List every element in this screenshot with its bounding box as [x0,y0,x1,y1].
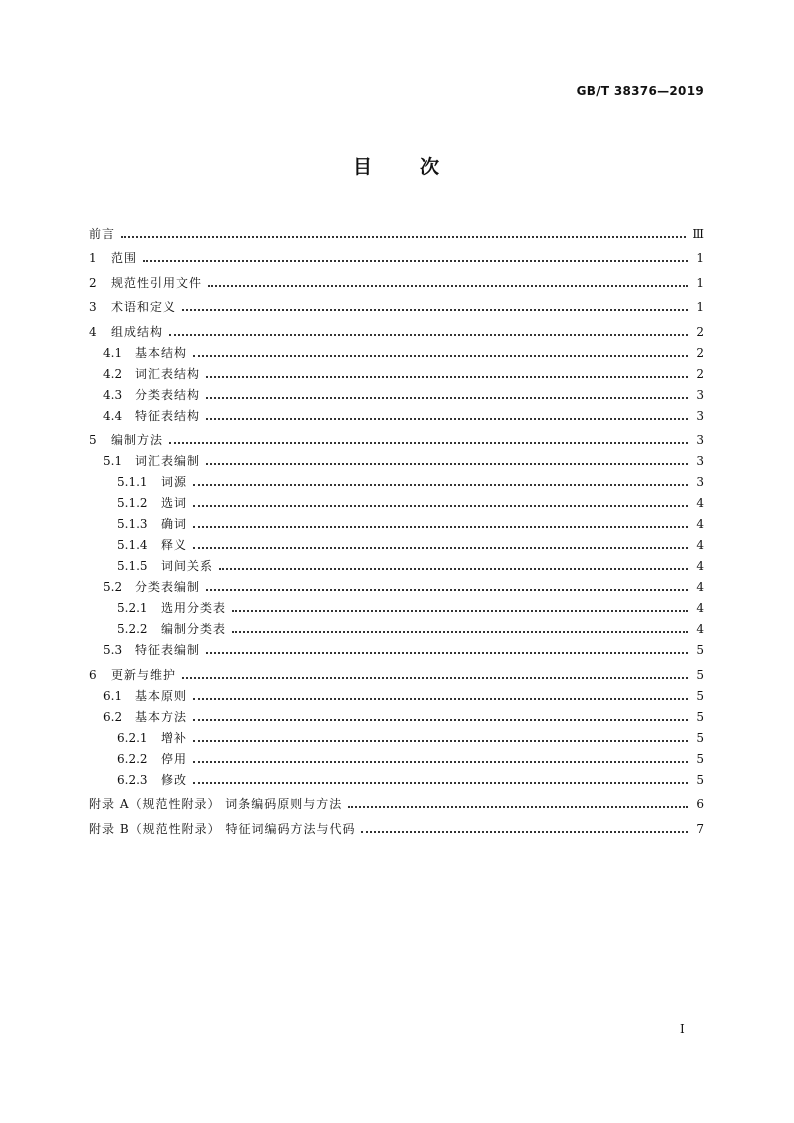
toc-entry-text: 词源 [161,475,188,489]
dot-leader [193,751,688,763]
toc-entry-text: 范围 [111,251,138,265]
toc-entry-label [89,797,342,811]
toc-entry-page: 3 [696,454,704,468]
toc-entry-label [89,822,355,836]
toc-entry[interactable] [89,811,704,836]
toc-entry-label [103,689,187,703]
toc-entry-text: 基本原则 [135,688,188,703]
toc-entry-page: 5 [696,772,704,787]
toc-entry-text: 附录 A（规范性附录） 词条编码原则与方法 [89,797,343,811]
toc-entry-text: 编制分类表 [161,622,227,636]
toc-entry-text: 更新与维护 [111,667,177,682]
toc-entry-page: 5 [696,709,704,724]
toc-entry-text: 基本方法 [135,709,188,724]
toc-entry-page: 4 [696,601,704,615]
toc-entry-label [89,668,176,682]
toc-entry-number: 5 [89,433,97,447]
toc-entry-page: 1 [696,251,704,265]
toc-entry[interactable] [89,241,704,266]
toc-entry-text: 确词 [161,517,188,531]
toc-entry[interactable] [89,787,704,812]
toc-entry[interactable] [89,402,704,423]
toc-entry-number: 5.2.2 [117,622,148,636]
toc-entry-number: 4.3 [103,387,123,402]
toc-entry-page: 5 [696,667,704,682]
toc-entry-label [117,752,187,766]
dot-leader [361,821,688,833]
toc-entry-label [103,346,187,360]
dot-leader [193,772,688,784]
toc-entry-page: 3 [696,408,704,423]
toc-entry-page: 4 [696,496,704,510]
toc-entry[interactable] [89,381,704,402]
dot-leader [193,730,688,742]
toc-entry-page: 4 [696,538,704,552]
toc-entry-number: 5.1.2 [117,496,148,510]
toc-entry-page: 5 [696,730,704,745]
toc-entry-label [117,773,187,787]
toc-entry-text: 编制方法 [111,433,164,447]
toc-entry-page: 2 [696,345,704,360]
toc-entry-label [117,496,187,510]
toc-entry-text: 规范性引用文件 [111,275,203,290]
dot-leader [206,453,688,465]
toc-entry-number: 4 [89,324,97,339]
toc-entry[interactable] [89,615,704,636]
dot-leader [182,667,688,679]
toc-entry-text: 术语和定义 [111,300,177,314]
toc-entry-label [103,710,187,724]
toc-entry-text: 分类表编制 [135,580,201,594]
toc-entry-number: 3 [89,300,97,314]
toc-entry[interactable] [89,636,704,657]
toc-entry-text: 选用分类表 [161,601,227,615]
toc-entry[interactable] [89,468,704,489]
toc-entry-number: 5.3 [103,643,123,657]
dot-leader [182,299,688,311]
toc-entry-text: 前言 [89,226,116,241]
toc-entry-text: 特征表编制 [135,643,201,657]
toc-entry-page: Ⅲ [692,226,704,241]
toc-entry[interactable] [89,745,704,766]
toc-entry-text: 停用 [161,751,188,766]
dot-leader [193,516,688,528]
toc-entry-page: 2 [696,324,704,339]
dot-leader [348,796,688,808]
toc-entry-text: 词汇表结构 [135,366,201,381]
toc-entry-number: 5.1.4 [117,538,148,552]
dot-leader [206,579,688,591]
toc-entry-page: 4 [696,622,704,636]
toc-entry[interactable] [89,657,704,682]
toc-entry[interactable] [89,423,704,448]
dot-leader [193,688,688,700]
dot-leader [121,226,686,238]
toc-entry-page: 5 [696,751,704,766]
toc-entry-text: 分类表结构 [135,387,201,402]
toc-entry-page: 4 [696,559,704,573]
toc-entry-label [117,622,226,636]
toc-entry-number: 6.2 [103,709,123,724]
toc-entry[interactable] [89,339,704,360]
dot-leader [193,495,688,507]
toc-entry-text: 组成结构 [111,324,164,339]
toc-entry-page: 6 [696,797,704,811]
toc-entry[interactable] [89,216,704,241]
dot-leader [219,558,688,570]
toc-entry[interactable] [89,531,704,552]
toc-entry-text: 词间关系 [161,559,214,573]
toc-entry-label [89,251,137,265]
page-number: I [680,1022,685,1036]
toc-entry-page: 5 [696,643,704,657]
toc-entry-label [117,559,213,573]
toc-entry-page: 2 [696,366,704,381]
toc-entry-number: 5.1.3 [117,517,148,531]
toc-entry[interactable] [89,360,704,381]
toc-entry-label [89,227,115,241]
toc-entry-page: 5 [696,688,704,703]
toc-entry-number: 5.1.1 [117,475,148,489]
toc-entry[interactable] [89,510,704,531]
toc-entry-label [103,388,200,402]
toc-entry[interactable] [89,703,704,724]
toc-entry-text: 释义 [161,538,188,552]
toc-entry-label [89,433,163,447]
toc-entry-page: 3 [696,387,704,402]
dot-leader [206,408,688,420]
toc-entry-label [103,409,200,423]
toc-entry-number: 6.2.3 [117,772,148,787]
toc-entry[interactable] [89,314,704,339]
toc-entry-number: 5.1 [103,454,123,468]
toc-entry[interactable] [89,682,704,703]
toc-entry[interactable] [89,489,704,510]
toc-title-part2: 次 [420,156,442,178]
toc-entry-number: 6.2.2 [117,751,148,766]
dot-leader [193,474,688,486]
dot-leader [143,250,688,262]
toc-entry-label [117,475,187,489]
dot-leader [206,642,688,654]
toc-entry-page: 4 [696,517,704,531]
toc-entry-text: 增补 [161,730,188,745]
toc-entry-number: 2 [89,275,97,290]
toc-entry-text: 词汇表编制 [135,454,201,468]
toc-entry-number: 6.2.1 [117,730,148,745]
toc-entry[interactable] [89,290,704,315]
dot-leader [206,366,688,378]
toc-entry-text: 选词 [161,496,188,510]
dot-leader [169,324,688,336]
toc-entry-label [103,367,200,381]
toc-entry-page: 7 [696,821,704,836]
toc-entry-text: 附录 B（规范性附录） 特征词编码方法与代码 [89,821,356,836]
dot-leader [193,537,688,549]
toc-entry-text: 特征表结构 [135,408,201,423]
toc-entry-number: 5.2 [103,580,123,594]
toc-entry-number: 4.2 [103,366,123,381]
toc-entry[interactable] [89,552,704,573]
toc-entry[interactable] [89,724,704,745]
dot-leader [169,432,688,444]
toc-entry[interactable] [89,447,704,468]
toc-entry-label [117,538,187,552]
toc-entry-label [117,601,226,615]
toc-entry-page: 3 [696,433,704,447]
toc-entry-page: 1 [696,275,704,290]
dot-leader [193,345,688,357]
toc-entry-number: 1 [89,251,97,265]
toc-entry-label [103,643,200,657]
toc-entry[interactable] [89,594,704,615]
toc-entry-page: 1 [696,300,704,314]
toc-entry-number: 4.1 [103,345,123,360]
dot-leader [208,275,688,287]
toc-entry-page: 3 [696,475,704,489]
toc-entry-number: 4.4 [103,408,123,423]
dot-leader [206,387,688,399]
toc-title-part1: 目 [352,156,374,178]
toc-entry-label [89,276,202,290]
toc-entry-label [103,454,200,468]
dot-leader [232,600,688,612]
toc-entry-label [117,517,187,531]
toc-entry-text: 基本结构 [135,345,188,360]
dot-leader [232,621,688,633]
toc-title [0,152,794,179]
table-of-contents [89,216,704,836]
toc-entry-label [103,580,200,594]
toc-entry-text: 修改 [161,772,188,787]
toc-entry-label [89,325,163,339]
toc-entry-page: 4 [696,580,704,594]
toc-entry[interactable] [89,573,704,594]
toc-entry-number: 5.1.5 [117,559,148,573]
toc-entry-label [89,300,176,314]
dot-leader [193,709,688,721]
toc-entry-label [117,731,187,745]
toc-entry-number: 5.2.1 [117,601,148,615]
toc-entry-number: 6 [89,667,97,682]
toc-entry[interactable] [89,766,704,787]
standard-number: GB/T 38376—2019 [576,84,704,98]
toc-entry-number: 6.1 [103,688,123,703]
toc-entry[interactable] [89,265,704,290]
